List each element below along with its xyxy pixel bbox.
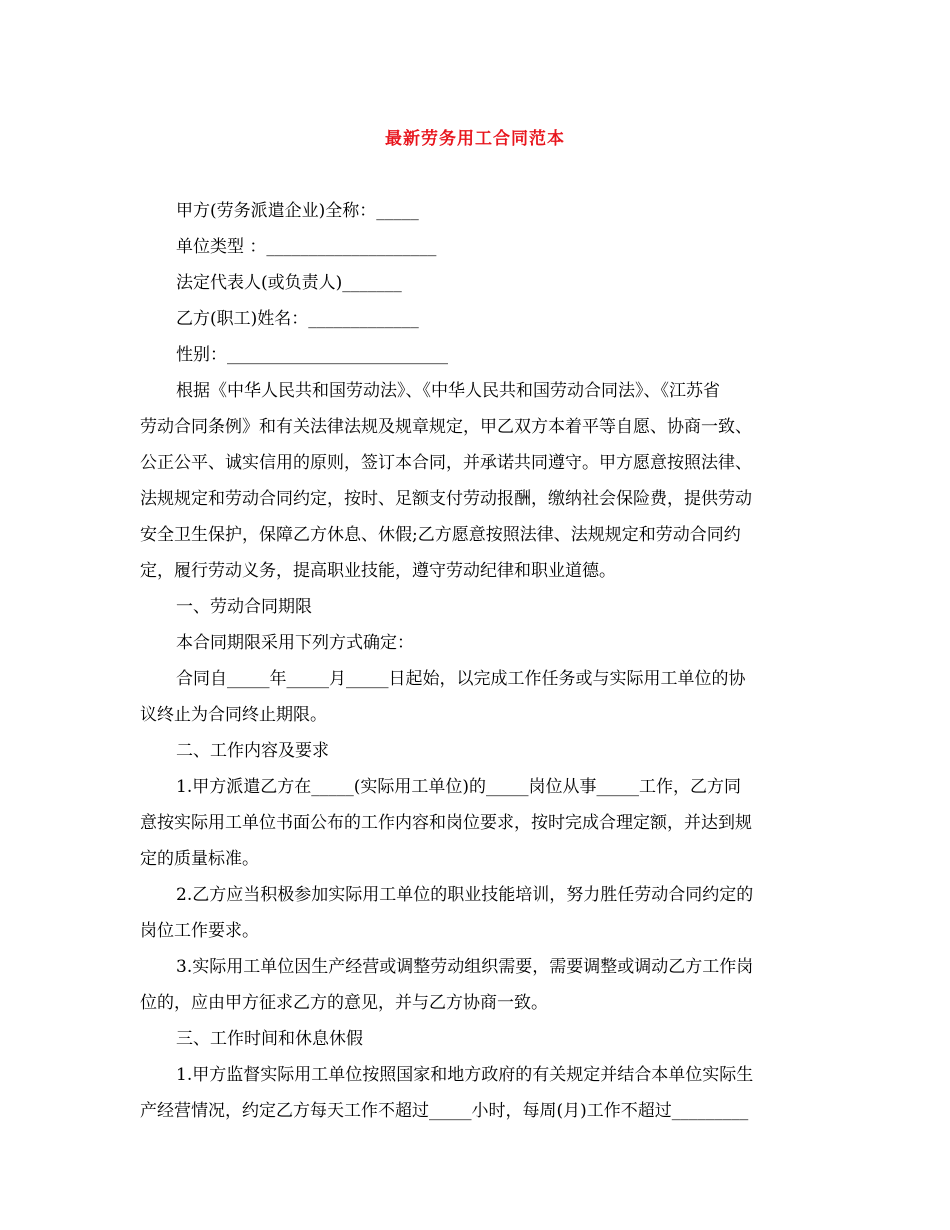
text-line: 2.乙方应当积极参加实际用工单位的职业技能培训，努力胜任劳动合同约定的 [176, 885, 754, 905]
text-line: 意按实际用工单位书面公布的工作内容和岗位要求，按时完成合理定额，并达到规 [140, 813, 752, 833]
text-line: 定的质量标准。 [140, 849, 259, 869]
document-title: 最新劳务用工合同范本 [385, 129, 565, 149]
text-line: 根据《中华人民共和国劳动法》、《中华人民共和国劳动合同法》、《江苏省 [176, 381, 720, 401]
document-body [140, 193, 812, 1129]
text-line: 1.甲方监督实际用工单位按照国家和地方政府的有关规定并结合本单位实际生 [176, 1065, 754, 1085]
text-line: 本合同期限采用下列方式确定： [176, 633, 414, 653]
text-line: 甲方(劳务派遣企业)全称：_____ [176, 201, 419, 221]
text-line: 议终止为合同终止期限。 [140, 705, 327, 725]
text-line: 合同自_____年_____月_____日起始，以完成工作任务或与实际用工单位的协 [176, 669, 746, 689]
text-line: 法规规定和劳动合同约定，按时、足额支付劳动报酬，缴纳社会保险费，提供劳动 [140, 489, 752, 509]
text-line: 三、工作时间和休息休假 [176, 1029, 363, 1049]
text-line: 公正公平、诚实信用的原则，签订本合同，并承诺共同遵守。甲方愿意按照法律、 [140, 453, 752, 473]
text-line: 定，履行劳动义务，提高职业技能，遵守劳动纪律和职业道德。 [140, 561, 616, 581]
text-line: 单位类型 ：____________________ [176, 237, 437, 257]
text-line: 位的，应由甲方征求乙方的意见，并与乙方协商一致。 [140, 993, 548, 1013]
text-line: 劳动合同条例》和有关法律法规及规章规定，甲乙双方本着平等自愿、协商一致、 [140, 417, 752, 437]
text-line: 二、工作内容及要求 [176, 741, 329, 761]
text-line: 乙方(职工)姓名：_____________ [176, 309, 419, 329]
text-line: 安全卫生保护，保障乙方休息、休假;乙方愿意按照法律、法规规定和劳动合同约 [140, 525, 741, 545]
text-line: 3.实际用工单位因生产经营或调整劳动组织需要，需要调整或调动乙方工作岗 [176, 957, 754, 977]
text-line: 法定代表人(或负责人)_______ [176, 273, 402, 293]
text-line: 性别：__________________________ [176, 345, 448, 365]
text-line: 岗位工作要求。 [140, 921, 259, 941]
text-line: 1.甲方派遣乙方在_____(实际用工单位)的_____岗位从事_____工作，乙方同 [176, 777, 741, 797]
text-line: 一、劳动合同期限 [176, 597, 312, 617]
text-line: 产经营情况，约定乙方每天工作不超过_____小时，每周(月)工作不超过_________ [140, 1101, 749, 1121]
